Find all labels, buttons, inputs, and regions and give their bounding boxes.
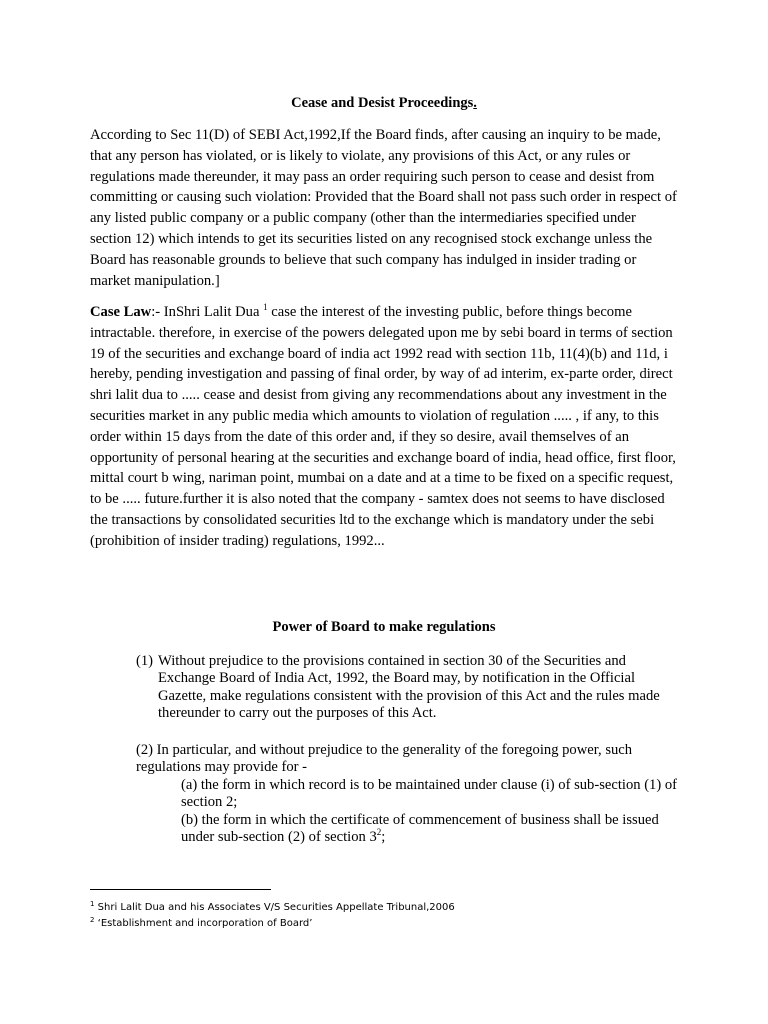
footnote-2-text: ‘Establishment and incorporation of Board’: [94, 918, 313, 929]
item-1-text: Without prejudice to the provisions contained in section 30 of the Securities and Exchange Board of India Act, 1992, the Board may, by notification in the Official Gazette, make regulations consistent with the provision of this Act and the rules made thereunder to carry out the purposes of this Act.: [158, 653, 660, 722]
footnote-ref-2[interactable]: 2: [376, 827, 382, 838]
title-text: Cease and Desist Proceedings: [291, 95, 474, 111]
footnote-2: [90, 917, 312, 930]
footnote-2-number: 2: [90, 916, 95, 924]
footnote-1-number: 1: [90, 900, 95, 908]
item-1-number: (1): [136, 653, 154, 669]
sub-item-b-text: (b) the form in which the certificate of commencement of business shall be issued under sub-section (2) of section 3: [181, 812, 659, 846]
footnote-ref-1[interactable]: 1: [263, 302, 268, 312]
footnote-1-text: Shri Lalit Dua and his Associates V/S Securities Appellate Tribunal,2006: [94, 902, 455, 913]
section-title-cease-desist: [0, 94, 768, 112]
case-law-label: Case Law: [90, 304, 152, 320]
case-law-paragraph: [90, 302, 680, 552]
sub-item-b-end: ;: [381, 829, 386, 846]
case-law-label-suffix: :- InShri Lalit Dua: [151, 304, 264, 320]
sub-item-a: (a) the form in which record is to be maintained under clause (i) of sub-section (1) of section 2;: [181, 777, 678, 811]
footnote-1: [90, 901, 455, 914]
title-period: .: [473, 95, 477, 111]
case-law-text: case the interest of the investing public, before things become intractable. therefore, in exercise of the powers delegated upon me by sebi board in terms of section 19 of the securities and exchange board of india act 1992 read with section 11b, 11(4)(b) and 11d, i hereby, pending investigation and passing of final order, by way of ad interim, ex-parte order, direct shri lalit dua to ..... cease and desist from giving any recommendations about any investment in the securities market in any public media which amounts to violation of regulation ..... , if any, to this order within 15 days from the date of this order and, if they so desire, avail themselves of an opportunity of personal hearing at the securities and exchange board of india, head office, first floor, mittal court b wing, nariman point, mumbai on a date and at a time to be fixed on a specific request, to be ..... future.further it is also noted that the company - samtex does not seems to have disclosed the transactions by consolidated securities ltd to the exchange which is mandatory under the sebi (prohibition of insider trading) regulations, 1992...: [90, 304, 676, 549]
section-title-power-of-board: Power of Board to make regulations: [272, 619, 496, 635]
regulation-item-2: (2) In particular, and without prejudice to the generality of the foregoing power, such regulations may provide for -: [136, 742, 633, 776]
cease-desist-paragraph: According to Sec 11(D) of SEBI Act,1992,If the Board finds, after causing an inquiry to be made, that any person has violated, or is likely to violate, any provisions of this Act, or any rules or regulations made thereunder, it may pass an order requiring such person to cease and desist from committing or causing such violation: Provided that the Board shall not pass such order in respect of any listed public company or a public company (other than the intermediaries specified under section 12) which intends to get its securities listed on any recognised stock exchange unless the Board has reasonable grounds to believe that such company has indulged in insider trading or market manipulation.]: [90, 127, 677, 289]
sub-item-b: [181, 812, 681, 847]
footnote-divider: [90, 889, 271, 890]
regulation-item-1: [136, 653, 676, 723]
